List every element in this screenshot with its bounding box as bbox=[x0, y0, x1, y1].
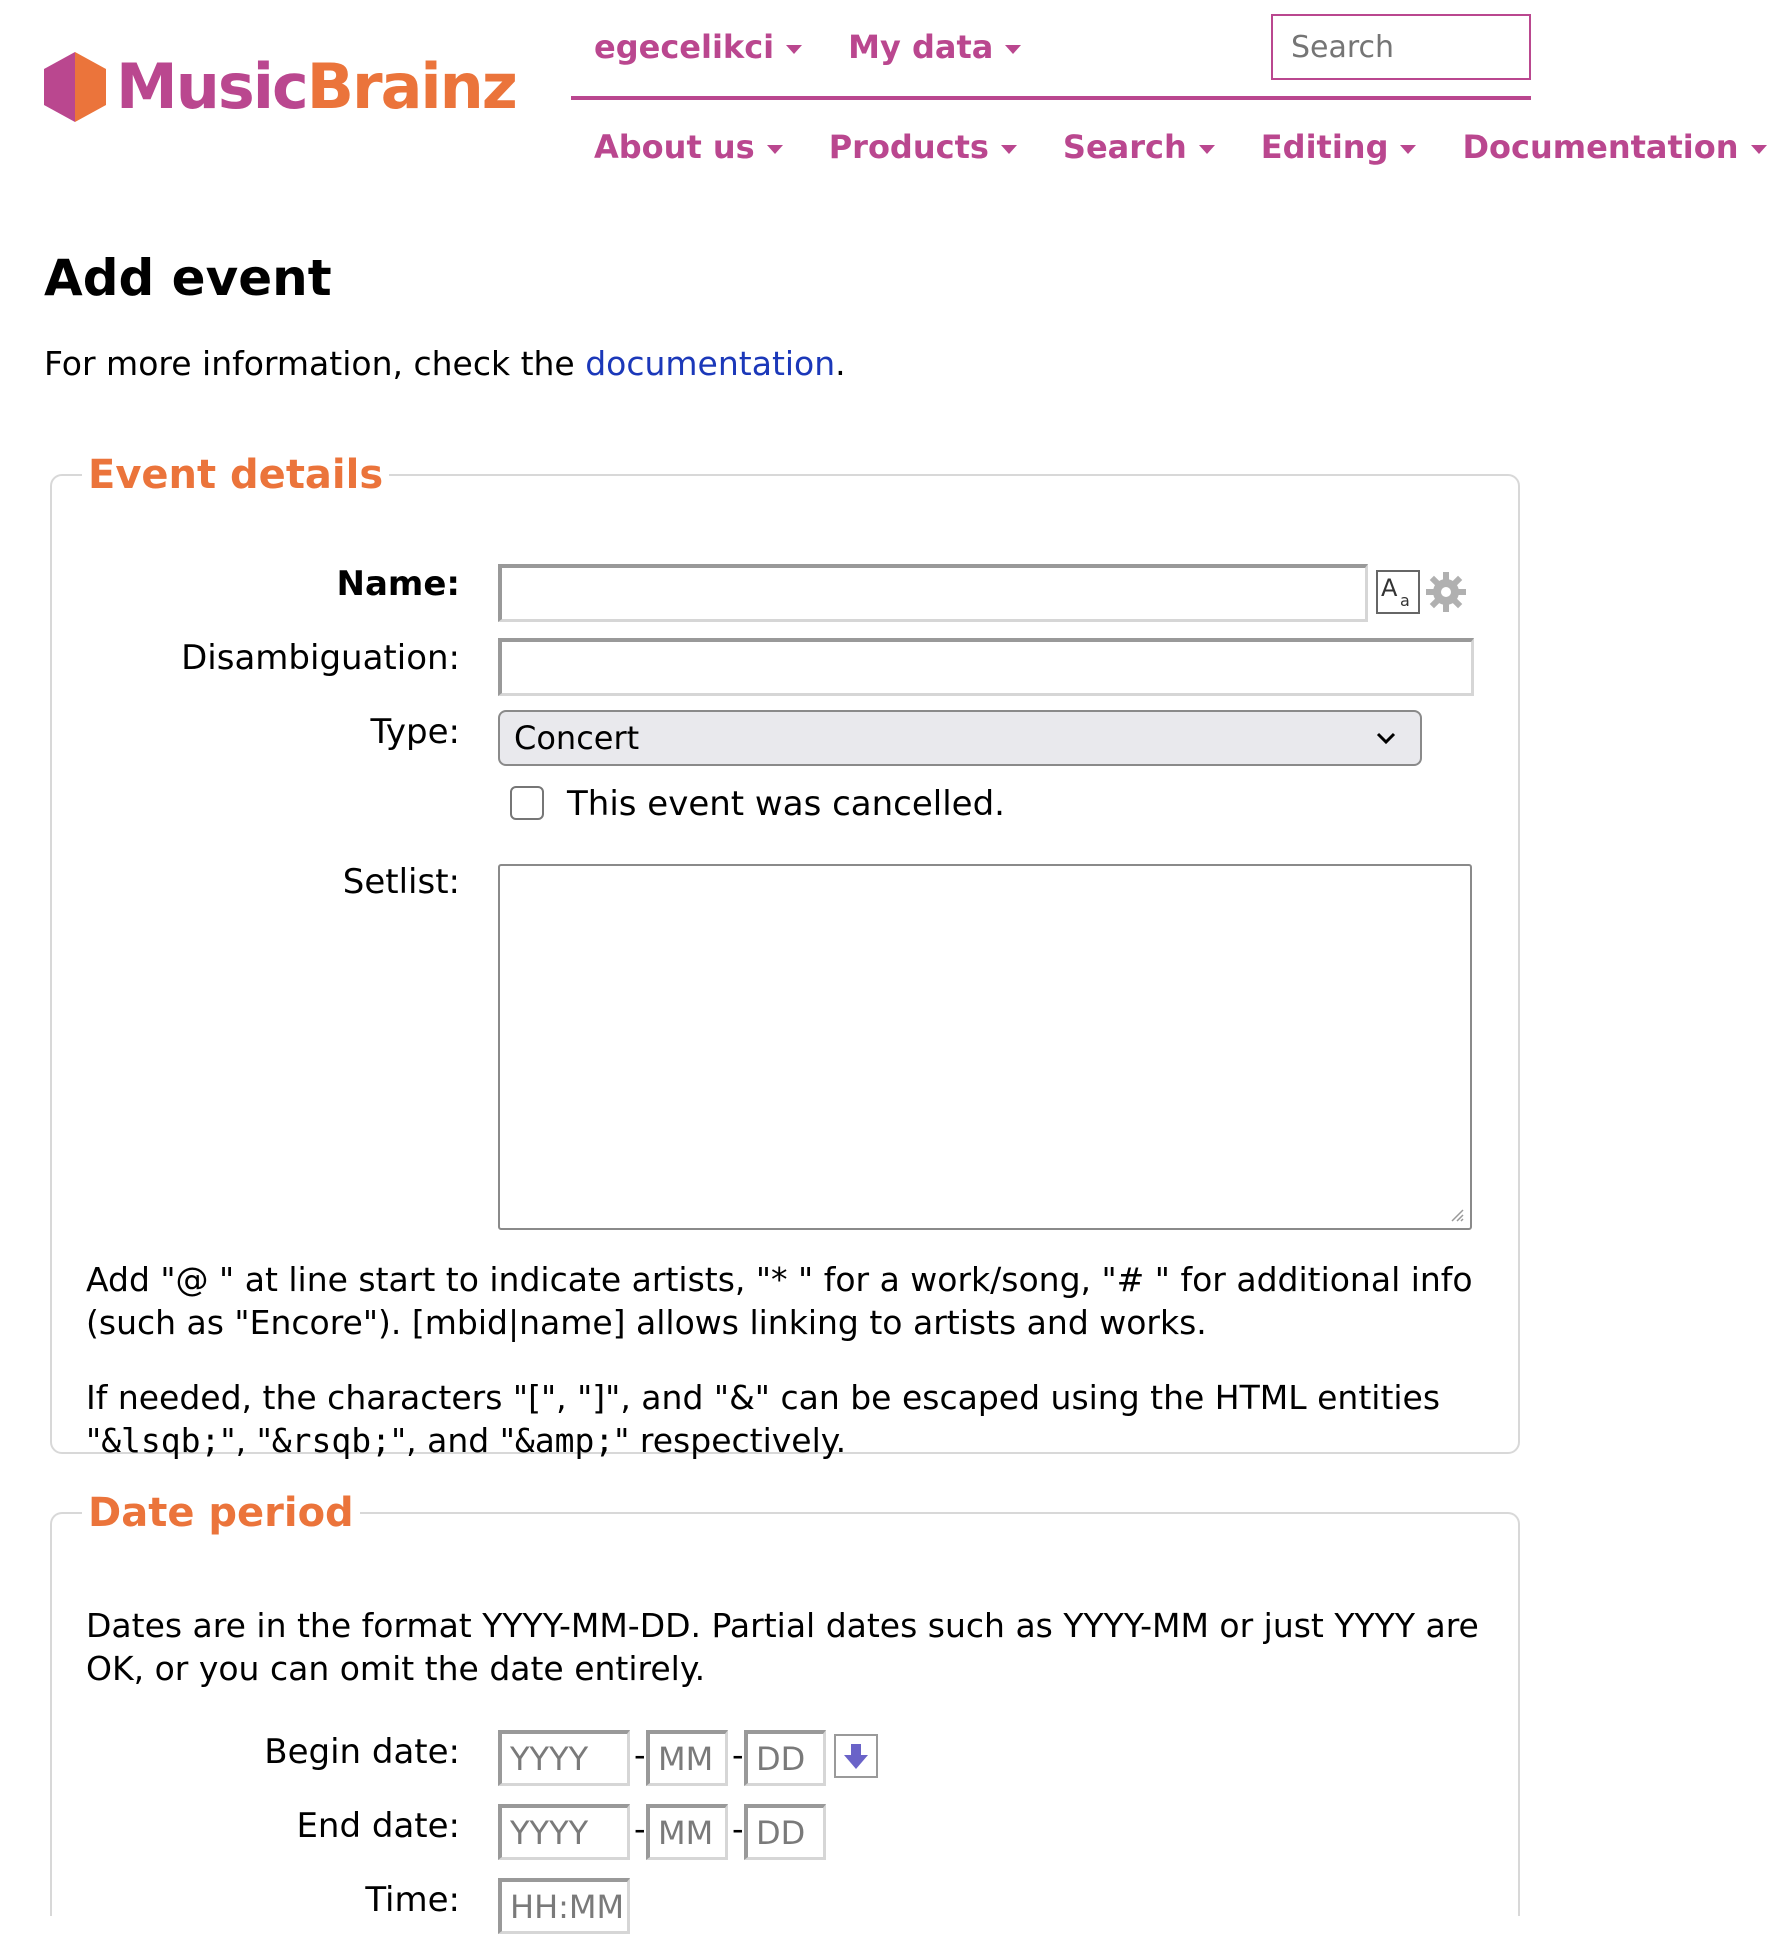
main-menu bbox=[594, 128, 1767, 166]
name-label: Name: bbox=[336, 564, 460, 604]
caret-down-icon bbox=[1400, 145, 1416, 154]
name-options-button[interactable] bbox=[1424, 570, 1468, 618]
menu-editing[interactable]: Editing bbox=[1261, 128, 1417, 166]
event-details-fieldset bbox=[50, 452, 1520, 1460]
date-separator: - bbox=[634, 1736, 646, 1774]
end-month-input[interactable] bbox=[646, 1804, 728, 1860]
cancelled-checkbox[interactable] bbox=[510, 786, 544, 820]
user-menu bbox=[594, 28, 1021, 66]
date-format-help: Dates are in the format YYYY-MM-DD. Partial dates such as YYYY-MM or just YYYY are OK, or you can omit the date entirely. bbox=[86, 1606, 1479, 1688]
header-divider bbox=[571, 96, 1531, 100]
musicbrainz-logo[interactable] bbox=[44, 52, 516, 122]
time-input[interactable] bbox=[498, 1878, 630, 1934]
type-label: Type: bbox=[370, 712, 460, 752]
begin-day-input[interactable] bbox=[744, 1730, 826, 1786]
logo-text: MusicBrainz bbox=[116, 50, 516, 123]
resize-grip-icon[interactable] bbox=[1450, 1208, 1464, 1222]
setlist-label: Setlist: bbox=[342, 862, 460, 902]
date-period-fieldset bbox=[50, 1490, 1520, 1920]
escape-help-text: If needed, the characters "[", "]", and "&" can be escaped using the HTML entities "&lsqb;", "&rsqb;", and "&amp;" respectively. bbox=[86, 1378, 1441, 1460]
menu-search[interactable]: Search bbox=[1063, 128, 1215, 166]
menu-documentation[interactable]: Documentation bbox=[1462, 128, 1766, 166]
disambiguation-input[interactable] bbox=[498, 638, 1474, 696]
documentation-link[interactable]: documentation bbox=[585, 344, 836, 383]
caret-down-icon bbox=[1199, 145, 1215, 154]
caret-down-icon bbox=[767, 145, 783, 154]
end-date-label: End date: bbox=[296, 1806, 460, 1846]
caret-down-icon bbox=[1001, 145, 1017, 154]
disambiguation-label: Disambiguation: bbox=[181, 638, 460, 678]
begin-year-input[interactable] bbox=[498, 1730, 630, 1786]
setlist-help-text: Add "@ " at line start to indicate artists, "* " for a work/song, "# " for additional info (such as "Encore"). [mbid|name] allows linking to artists and works. bbox=[86, 1260, 1473, 1342]
date-separator: - bbox=[732, 1736, 744, 1774]
menu-about-us[interactable]: About us bbox=[594, 128, 783, 166]
cancelled-checkbox-label[interactable]: This event was cancelled. bbox=[567, 784, 1005, 824]
menu-products[interactable]: Products bbox=[829, 128, 1017, 166]
gear-icon bbox=[1424, 570, 1468, 614]
date-separator: - bbox=[634, 1810, 646, 1848]
caret-down-icon bbox=[1751, 145, 1767, 154]
copy-begin-to-end-button[interactable] bbox=[834, 1734, 878, 1778]
caret-down-icon bbox=[1005, 45, 1021, 54]
event-details-legend: Event details bbox=[88, 452, 384, 498]
user-menu-my-data[interactable]: My data bbox=[848, 28, 1021, 66]
caret-down-icon bbox=[786, 45, 802, 54]
date-period-legend: Date period bbox=[88, 1490, 354, 1536]
logo-icon bbox=[44, 52, 106, 122]
guess-case-icon bbox=[1376, 570, 1420, 614]
down-arrow-icon bbox=[841, 1741, 871, 1771]
begin-month-input[interactable] bbox=[646, 1730, 728, 1786]
page-title: Add event bbox=[44, 249, 332, 307]
header-search-input[interactable] bbox=[1271, 14, 1531, 80]
svg-text:a: a bbox=[1400, 591, 1410, 610]
begin-date-label: Begin date: bbox=[264, 1732, 460, 1772]
intro-text: For more information, check the documentation. bbox=[44, 344, 846, 383]
end-day-input[interactable] bbox=[744, 1804, 826, 1860]
guess-case-button[interactable] bbox=[1376, 570, 1420, 618]
end-year-input[interactable] bbox=[498, 1804, 630, 1860]
setlist-textarea[interactable] bbox=[498, 864, 1472, 1230]
svg-text:A: A bbox=[1381, 574, 1398, 602]
date-separator: - bbox=[732, 1810, 744, 1848]
user-menu-account[interactable]: egecelikci bbox=[594, 28, 802, 66]
chevron-down-icon bbox=[1374, 726, 1398, 750]
name-input[interactable] bbox=[498, 564, 1368, 622]
time-label: Time: bbox=[365, 1880, 460, 1920]
type-selected-value: Concert bbox=[514, 719, 640, 757]
type-select[interactable] bbox=[498, 710, 1422, 766]
